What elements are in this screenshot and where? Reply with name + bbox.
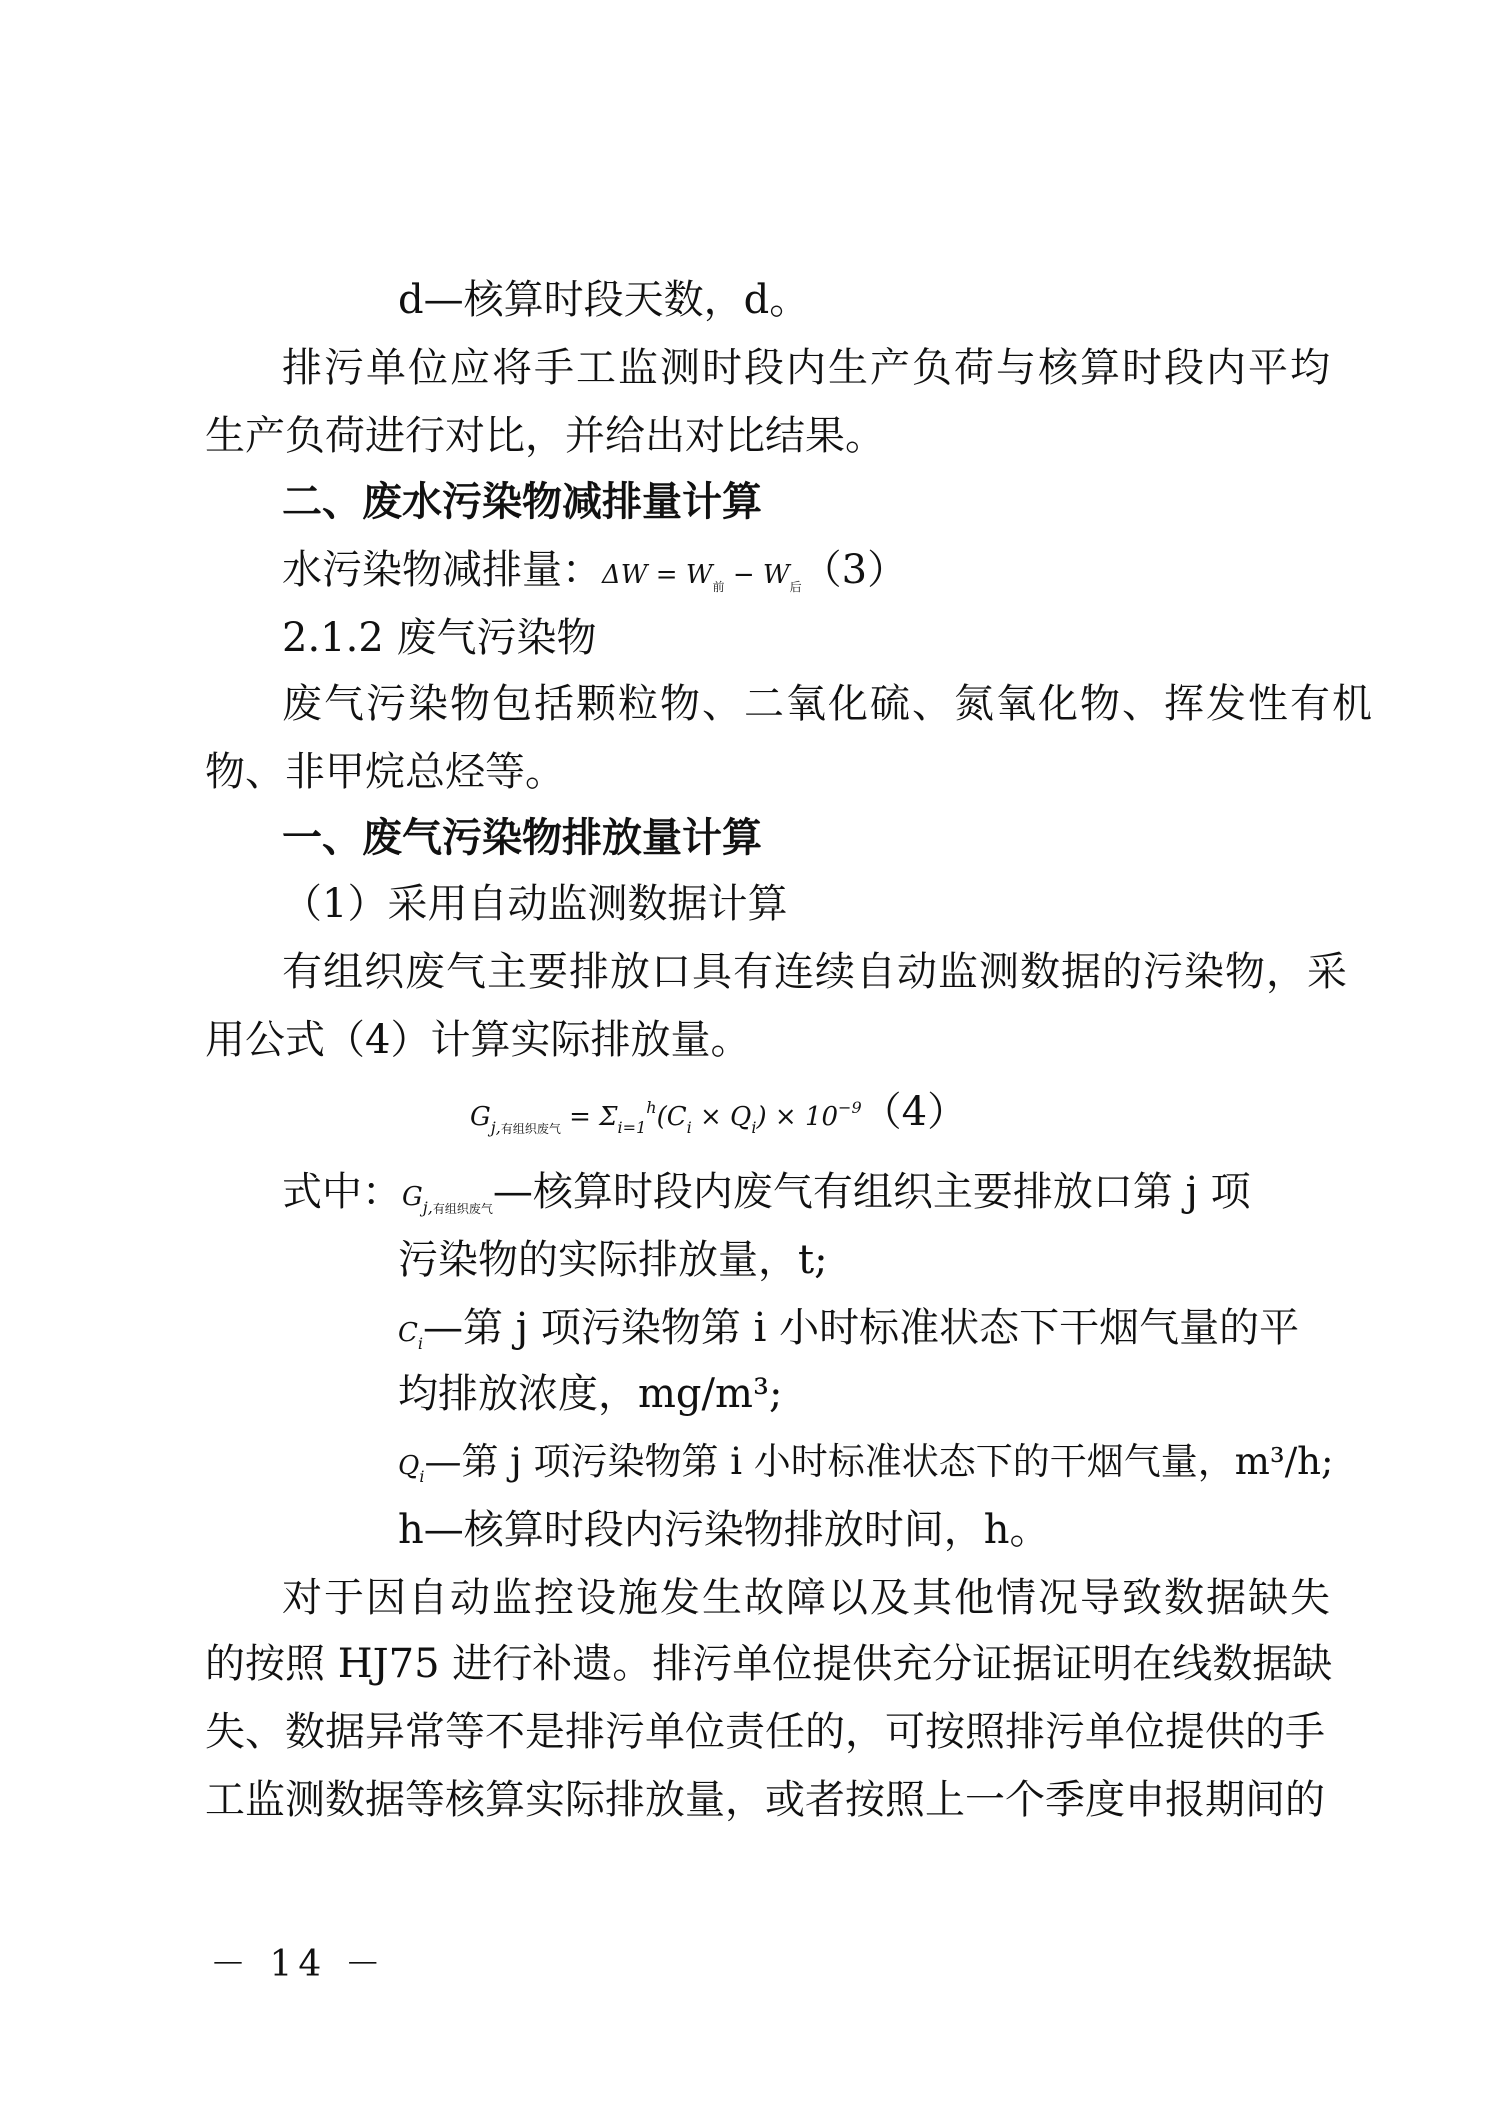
definition-line: 均排放浓度，mg/m³; xyxy=(398,1371,783,1417)
formula-label: 水污染物减排量： xyxy=(282,547,602,593)
formula-number: （3） xyxy=(801,547,908,593)
paragraph-line: 物、非甲烷总烃等。 xyxy=(205,749,565,795)
page-number: － 14 － xyxy=(210,1944,387,1985)
paragraph-line: 排污单位应将手工监测时段内生产负荷与核算时段内平均 xyxy=(282,345,1332,391)
formula-3: $\Delta W = W_前 - W_后$ xyxy=(602,560,802,594)
formula-4: $G_{j,有组织废气} = \Sigma_{i=1}^h(C_i \times Q_i) \times 10^{-9}$ xyxy=(470,1098,862,1137)
paragraph-line: 的按照 HJ75 进行补遗。排污单位提供充分证据证明在线数据缺 xyxy=(205,1641,1333,1687)
method-heading: （1）采用自动监测数据计算 xyxy=(282,881,788,927)
paragraph-line: 用公式（4）计算实际排放量。 xyxy=(205,1017,751,1063)
section-heading: 二、废水污染物减排量计算 xyxy=(282,478,762,525)
definition-c: $C_i—$第 j 项污染物第 i 小时标准状态下干烟气量的平 xyxy=(398,1305,1300,1353)
symbol-c: $C_i$ xyxy=(398,1318,424,1353)
where-label: 式中： xyxy=(282,1169,402,1215)
symbol-g: $G_{j,有组织废气}$ xyxy=(402,1182,493,1217)
formula-number: （4） xyxy=(861,1089,968,1135)
formula-3-line xyxy=(282,542,907,615)
subsection-heading: 2.1.2 废气污染物 xyxy=(282,615,597,661)
section-heading: 一、废气污染物排放量计算 xyxy=(282,814,762,861)
definition-q: $Q_i—$第 j 项污染物第 i 小时标准状态下的干烟气量，m³/h; xyxy=(398,1440,1334,1486)
definition-d: d—核算时段天数，d。 xyxy=(398,277,810,323)
paragraph-line: 工监测数据等核算实际排放量，或者按照上一个季度申报期间的 xyxy=(205,1777,1325,1823)
paragraph-line: 生产负荷进行对比，并给出对比结果。 xyxy=(205,413,885,459)
paragraph-line: 有组织废气主要排放口具有连续自动监测数据的污染物，采 xyxy=(282,949,1348,995)
symbol-q: $Q_i$ xyxy=(398,1451,425,1486)
formula-4-line xyxy=(470,1080,967,1157)
definition-g: 式中：$G_{j,有组织废气}—$核算时段内废气有组织主要排放口第 j 项 xyxy=(282,1169,1251,1217)
paragraph-line: 废气污染物包括颗粒物、二氧化硫、氮氧化物、挥发性有机 xyxy=(282,681,1374,727)
definition-line: 污染物的实际排放量，t; xyxy=(398,1237,828,1283)
definition-h: h—核算时段内污染物排放时间，h。 xyxy=(398,1507,1050,1553)
paragraph-line: 对于因自动监控设施发生故障以及其他情况导致数据缺失 xyxy=(282,1575,1332,1621)
paragraph-line: 失、数据异常等不是排污单位责任的，可按照排污单位提供的手 xyxy=(205,1709,1325,1755)
